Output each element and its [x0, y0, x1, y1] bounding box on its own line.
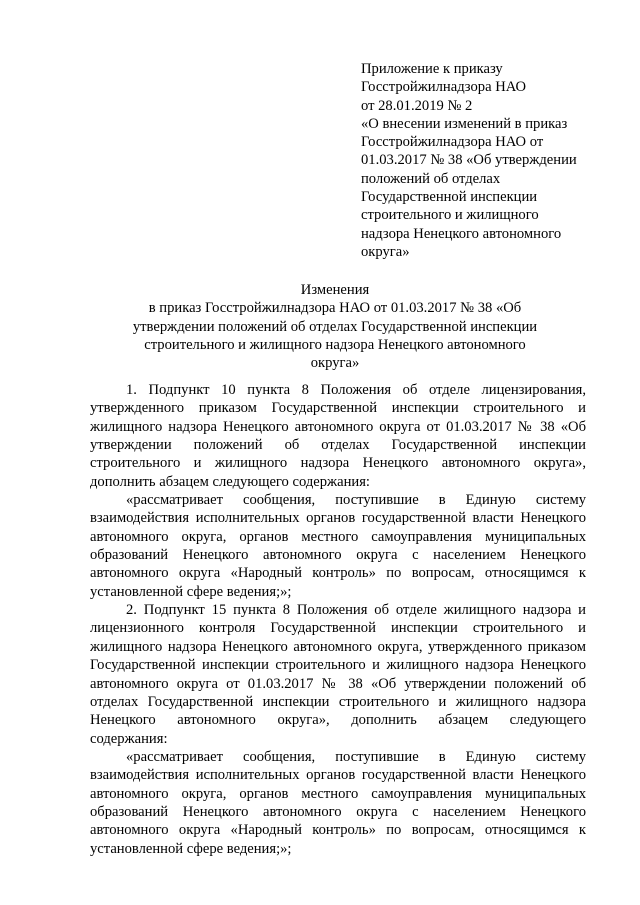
appendix-line: Приложение к приказу [361, 61, 503, 77]
appendix-line: от 28.01.2019 № 2 [361, 97, 473, 114]
document-body [90, 381, 586, 858]
body-line: лицензионного контроля Государственной инспекции строительного и [90, 620, 586, 637]
body-line: установленной сфере ведения;»; [90, 583, 292, 600]
appendix-line: надзора Ненецкого автономного [361, 225, 562, 242]
body-line: «рассматривает сообщения, поступившие в Единую систему [126, 492, 586, 509]
appendix-line: положений об отделах [361, 170, 501, 187]
body-line: автономного округа «Народный контроль» по вопросам, относящимся к [90, 822, 586, 839]
appendix-line: строительного и жилищного [361, 207, 539, 224]
document-title [90, 281, 580, 372]
body-line: 2. Подпункт 15 пункта 8 Положения об отделе жилищного надзора и [126, 602, 586, 619]
appendix-line: «О внесении изменений в приказ [361, 115, 568, 132]
body-line: «рассматривает сообщения, поступившие в Единую систему [126, 748, 586, 765]
title-line: утверждении положений об отделах Государственной инспекции [132, 318, 538, 335]
body-line: взаимодействия исполнительных органов государственной власти Ненецкого [90, 767, 586, 784]
body-line: образований Ненецкого автономного округа с населением Ненецкого [90, 803, 586, 820]
body-line: установленной сфере ведения;»; [90, 840, 292, 857]
title-line: строительного и жилищного надзора Ненецкого автономного [144, 336, 526, 353]
title-line: Изменения [300, 282, 370, 298]
appendix-line: округа» [361, 243, 410, 260]
body-line: жилищного надзора Ненецкого автономного округа, утвержденного приказом [90, 638, 586, 655]
appendix-line: 01.03.2017 № 38 «Об утверждении [361, 152, 577, 169]
body-line: утвержденного приказом Государственной инспекции строительного и [90, 400, 586, 417]
title-line: в приказ Госстройжилнадзора НАО от 01.03.2017 № 38 «Об [148, 300, 522, 317]
body-line: Государственной инспекции строительного и жилищного надзора Ненецкого [90, 657, 586, 674]
appendix-line: Государственной инспекции [361, 189, 538, 206]
body-line: автономного округа от 01.03.2017 № 38 «Об утверждении положений об [90, 675, 586, 692]
body-line: автономного округа, органов местного самоуправления муниципальных [90, 785, 586, 802]
appendix-line: Госстройжилнадзора НАО [361, 79, 527, 96]
body-line: отделах Государственной инспекции строительного и жилищного надзора [90, 693, 586, 710]
body-line: жилищного надзора Ненецкого автономного округа от 01.03.2017 № 38 «Об [90, 418, 586, 435]
title-line: округа» [310, 355, 360, 372]
body-line: взаимодействия исполнительных органов государственной власти Ненецкого [90, 510, 586, 527]
body-line: автономного округа, органов местного самоуправления муниципальных [90, 528, 586, 545]
appendix-line: Госстройжилнадзора НАО от [361, 134, 544, 151]
body-line: дополнить абзацем следующего содержания: [90, 473, 370, 490]
body-line: содержания: [90, 730, 168, 747]
body-line: Ненецкого автономного округа», дополнить абзацем следующего [90, 712, 586, 729]
appendix-header [361, 60, 611, 261]
body-line: строительного и жилищного надзора Ненецкого автономного округа», [90, 455, 586, 472]
body-line: образований Ненецкого автономного округа с населением Ненецкого [90, 547, 586, 564]
body-line: утверждении положений об отделах Государственной инспекции [90, 437, 586, 454]
body-line: автономного округа «Народный контроль» по вопросам, относящимся к [90, 565, 586, 582]
body-line: 1. Подпункт 10 пункта 8 Положения об отделе лицензирования, [126, 382, 586, 398]
